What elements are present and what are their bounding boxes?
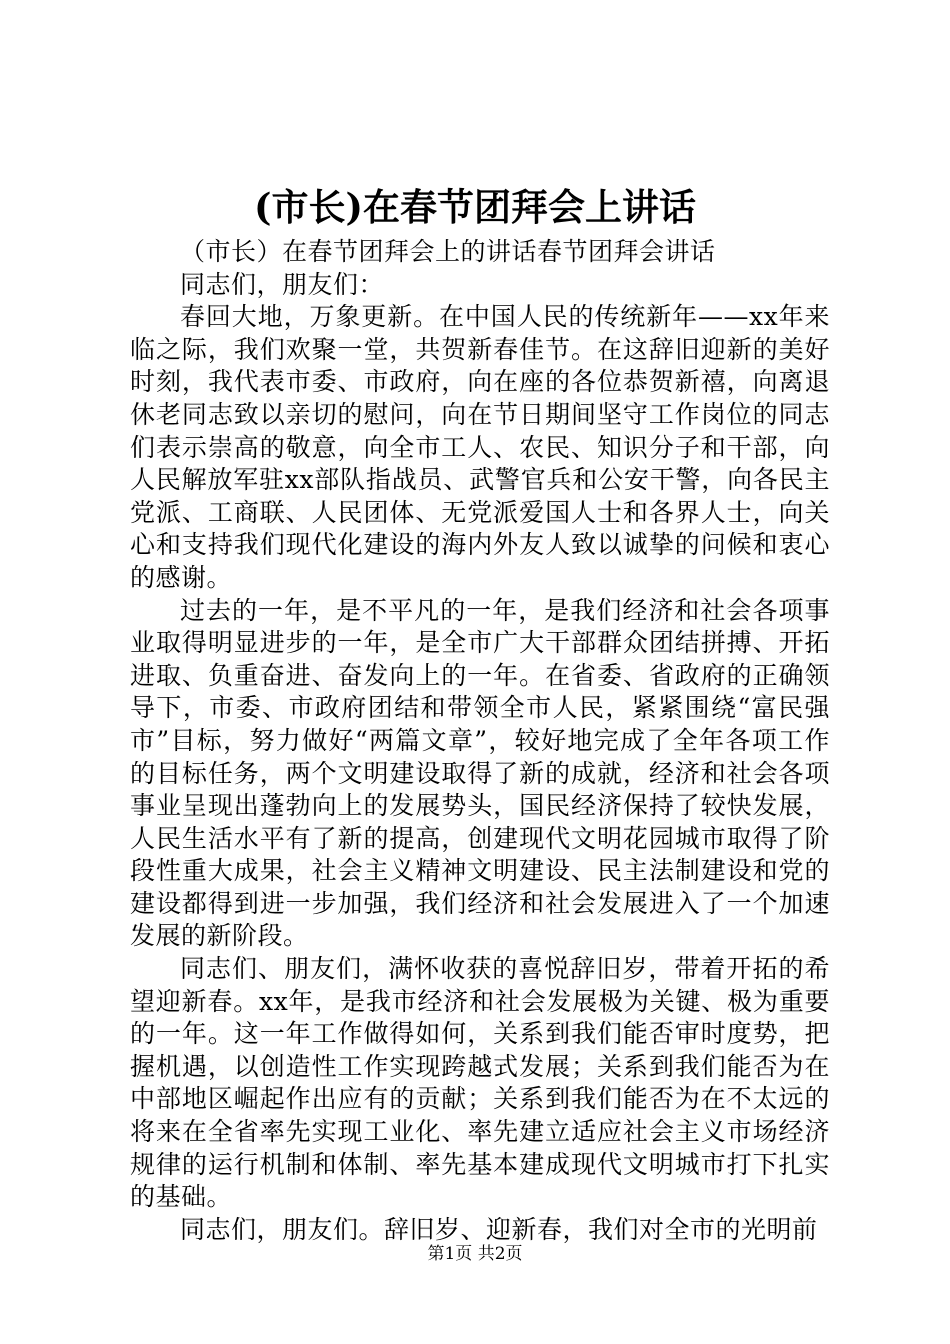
body-paragraph: 春回大地，万象更新。在中国人民的传统新年——xx年来临之际，我们欢聚一堂，共贺新春佳节。在这辞旧迎新的美好时刻，我代表市委、市政府，向在座的各位恭贺新禧，向离退休老同志致以亲切的慰问，向在节日期间坚守工作岗位的同志们表示崇高的敬意，向全市工人、农民、知识分子和干部，向人民解放军驻xx部队指战员、武警官兵和公安干警，向各民主党派、工商联、人民团体、无党派爱国人士和各界人士，向关心和支持我们现代化建设的海内外友人致以诚挚的问候和衷心的感谢。: [130, 302, 830, 592]
salutation-paragraph: 同志们，朋友们：: [180, 269, 385, 299]
page-number-footer: 第1页 共2页: [427, 1244, 523, 1264]
document-body: [130, 236, 830, 1246]
body-paragraph: 同志们，朋友们。辞旧岁、迎新春，我们对全市的光明前: [180, 1214, 818, 1244]
subtitle-paragraph: （市长）在春节团拜会上的讲话春节团拜会讲话: [180, 237, 716, 266]
body-paragraph: 同志们、朋友们，满怀收获的喜悦辞旧岁，带着开拓的希望迎新春。xx年，是我市经济和社会发展极为关键、极为重要的一年。这一年工作做得如何，关系到我们能否审时度势，把握机遇，以创造性工作实现跨越式发展；关系到我们能否为在中部地区崛起作出应有的贡献；关系到我们能否为在不太远的将来在全省率先实现工业化、率先建立适应社会主义市场经济规律的运行机制和体制、率先基本建成现代文明城市打下扎实的基础。: [130, 954, 830, 1212]
document-title: (市长)在春节团拜会上讲话: [253, 185, 696, 229]
body-paragraph: 过去的一年，是不平凡的一年，是我们经济和社会各项事业取得明显进步的一年，是全市广大干部群众团结拼搏、开拓进取、负重奋进、奋发向上的一年。在省委、省政府的正确领导下，市委、市政府团结和带领全市人民，紧紧围绕“富民强市”目标，努力做好“两篇文章”，较好地完成了全年各项工作的目标任务，两个文明建设取得了新的成就，经济和社会各项事业呈现出蓬勃向上的发展势头，国民经济保持了较快发展，人民生活水平有了新的提高，创建现代文明花园城市取得了阶段性重大成果，社会主义精神文明建设、民主法制建设和党的建设都得到进一步加强，我们经济和社会发展进入了一个加速发展的新阶段。: [130, 595, 830, 951]
